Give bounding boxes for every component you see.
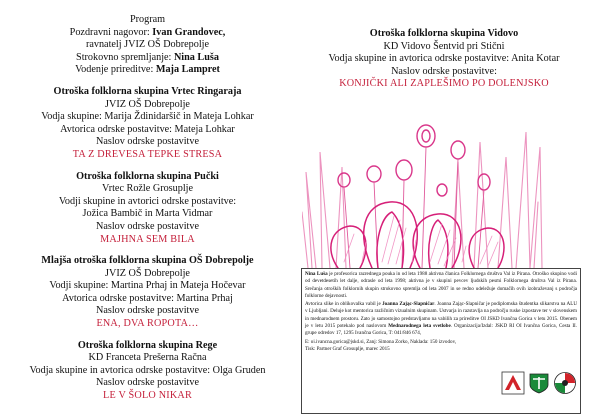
piece-label: Naslov odrske postavitve: xyxy=(391,65,497,77)
accompaniment-label: Strokovno spremljanje: xyxy=(76,51,172,63)
group-leaders-names: Jožica Bambič in Marta Vidmar xyxy=(82,208,213,220)
jskd-logo xyxy=(501,371,525,395)
host-name: Maja Lampret xyxy=(155,64,220,76)
greeting-role: ravnatelj JVIZ OŠ Dobrepolje xyxy=(85,39,210,51)
group-block xyxy=(0,340,295,403)
group-leaders: Vodji skupine in avtorici odrske postavitve: xyxy=(58,195,237,207)
municipality-logo-2-icon xyxy=(553,371,577,395)
host-label: Vodenje prireditve: xyxy=(75,64,154,76)
fest-text: . Organizacija/Izdal: JSKD RI OI Ivančna Gorica, Cesta II. grupe odredov 17, 1295 Ivančna Gorica, T: 041/846 674, xyxy=(305,323,577,337)
vidovo-group-block xyxy=(297,28,591,91)
group-institution: KD Franceta Prešerna Račna xyxy=(88,352,207,364)
piece-title: MAJHNA SEM BILA xyxy=(100,233,195,245)
group-leaders: Vodji skupine: Martina Prhaj in Mateja Hočevar xyxy=(49,280,246,292)
accompaniment-name: Nina Luša xyxy=(173,51,219,63)
group-title: Otroška folklorna skupina Rege xyxy=(77,339,218,351)
logo-row xyxy=(501,371,577,395)
group-block xyxy=(0,86,295,162)
piece-title: ENA, DVA ROPOTA… xyxy=(96,318,199,330)
flower-illustration xyxy=(302,112,546,268)
group-title: Otroška folklorna skupina Vidovo xyxy=(369,28,519,39)
print-line: Tisk: Partner Graf Grosuplje, marec 2015 xyxy=(305,345,390,352)
piece-label: Naslov odrske postavitve xyxy=(96,305,199,317)
art-text-a: Avtorica slike in oblikovalka vabil je xyxy=(305,301,381,308)
piece-title: TA Z DREVESA TEPKE STRESA xyxy=(72,148,223,160)
host-line xyxy=(0,64,295,77)
group-institution: Vrtec Rožle Grosuplje xyxy=(101,183,194,195)
group-leaders: Vodja skupine: Marija Ždinidaršič in Mateja Lohkar xyxy=(41,111,254,123)
group-title: Otroška folklorna skupina Vrtec Ringaraja xyxy=(53,85,242,97)
group-institution: KD Vidovo Šentvid pri Stični xyxy=(383,40,505,52)
group-title: Mlajša otroška folklorna skupina OŠ Dobrepolje xyxy=(41,255,254,267)
group-leaders: Vodja skupine in avtorica odrske postavitve: Olga Gruden xyxy=(29,364,266,376)
group-institution: JVIZ OŠ Dobrepolje xyxy=(105,267,190,279)
bio-text: je profesorica razrednega pouka in od leta 1988 aktivna članica Folklornega društva Val iz Pirana. Otroško skupino vodi od devetdesetih let dalje, odrasle od leta 1998; aktivna je v skupini pevcev ljudskih pesmi Folklornega društva Val iz Pirana. Srečanja otroških folklornih skupin strokovno spremlja od leta 2007 in se redno udeležuje domačih ovih izobraževanj s področja folklorne dejavnosti. xyxy=(305,271,577,299)
art-text-b: . Joanna Zając-Slapničar je podiplomska študentka slikarstva na ALU v Ljubljani. Deluje kot mentorica različnim vizualnim skupinam. Ustvarja in razstavlja na področju ruske izpostave ter v slovenskem in mednarodnem prostoru. Zato jo samostojno predstavljamo na vabilih za prireditve OI JSKD Ivančna Gorica v letu 2015. Obenem je v letu 2015 potekalo pod naslovom xyxy=(305,301,577,330)
program-block xyxy=(0,14,295,77)
group-block xyxy=(0,255,295,331)
greeting-label: Pozdravni nagovor: xyxy=(69,26,150,38)
piece-label: Naslov odrske postavitve xyxy=(96,136,199,148)
piece-label: Naslov odrske postavitve xyxy=(96,220,199,232)
art-name: Joanna Zając-Slapničar xyxy=(382,301,435,308)
art-paragraph xyxy=(305,301,577,337)
group-author: Avtorica odrske postavitve: Mateja Lohkar xyxy=(60,123,235,135)
group-institution: JVIZ OŠ Dobrepolje xyxy=(105,98,190,110)
group-title: Otroška folklorna skupina Pučki xyxy=(76,170,219,182)
contact-line: E: oi.ivancna.gorica@jskd.si, Zanj: Simona Zorko, Naklada: 150 izvodov, xyxy=(305,338,457,345)
fest-name: Mednarodnega leta svetlobe xyxy=(388,323,451,330)
piece-label: Naslov odrske postavitve xyxy=(96,377,199,389)
municipality-logo-1-icon xyxy=(527,371,551,395)
bio-paragraph xyxy=(305,271,577,300)
group-block xyxy=(0,171,295,247)
program-column xyxy=(0,14,295,412)
group-leaders: Vodja skupine in avtorica odrske postavitve: Anita Kotar xyxy=(328,53,560,65)
credits-box xyxy=(301,268,581,414)
bio-name: Nina Luša xyxy=(305,271,328,277)
program-heading: Program xyxy=(129,14,166,25)
piece-title: KONJIČKI ALI ZAPLEŠIMO PO DOLENJSKO xyxy=(339,78,549,90)
greeting-name: Ivan Grandovec, xyxy=(152,26,226,38)
greeting-line xyxy=(0,27,295,40)
group-author: Avtorica odrske postavitve: Martina Prhaj xyxy=(62,292,233,304)
piece-title: LE V ŠOLO NIKAR xyxy=(103,390,192,402)
accompaniment-line xyxy=(0,52,295,65)
